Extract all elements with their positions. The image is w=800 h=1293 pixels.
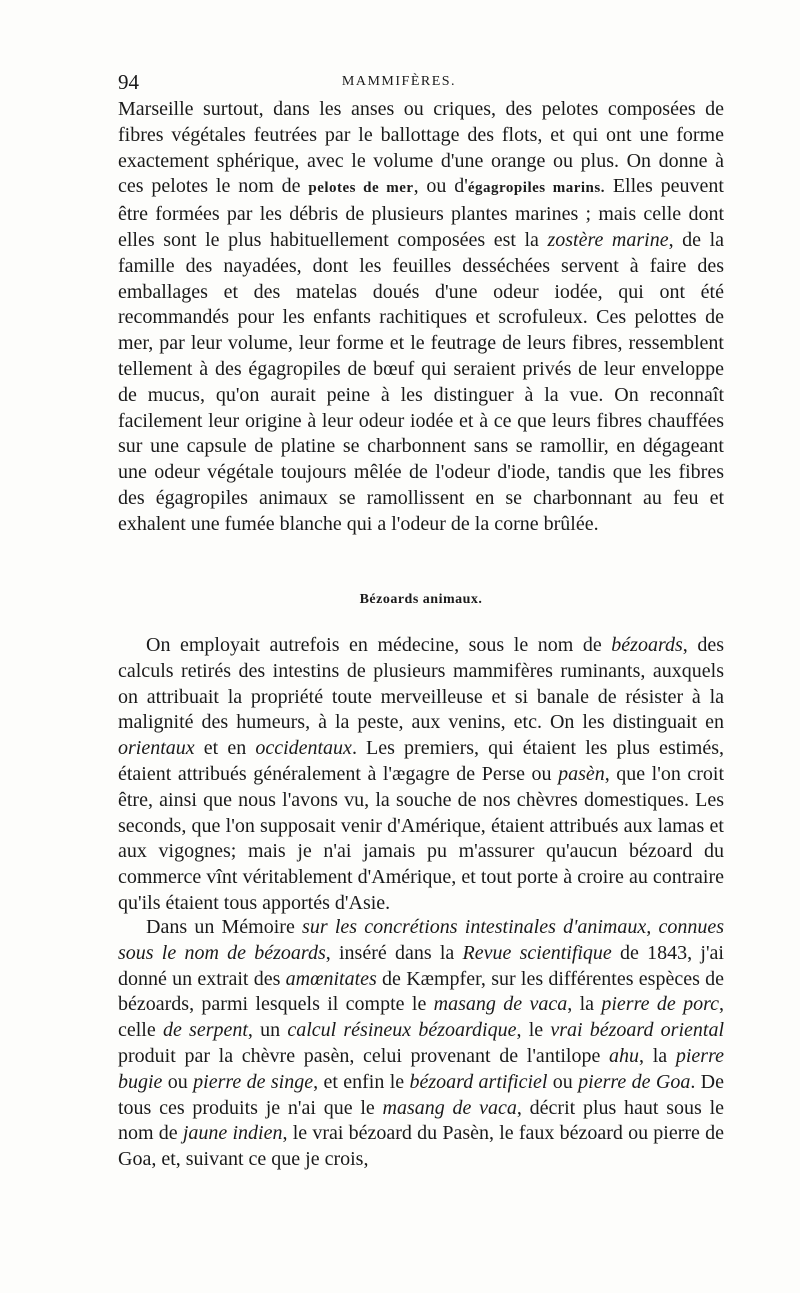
bold-term: pelotes de mer bbox=[308, 180, 414, 197]
italic-term: occidentaux bbox=[255, 737, 352, 760]
italic-term: pierre bugie bbox=[118, 1044, 724, 1093]
text-run: Elles peuvent être formées par les débris de plusieurs plantes marines ; mais celle dont elles sont le plus habituellement composées est la bbox=[118, 175, 724, 251]
text-run: Marseille surtout, dans les anses ou criques, des pelotes composées de fibres végétales feutrées par le ballottage des flots, et qui ont une forme exactement sphérique, avec le volume d'une orange ou plus. On donne à ces pelotes le nom de bbox=[118, 98, 724, 198]
section-heading: Bézoards animaux. bbox=[359, 592, 483, 607]
italic-term: zostère marine bbox=[547, 228, 669, 251]
text-run: , ou d' bbox=[413, 175, 468, 198]
paragraph-bezoards-history bbox=[118, 633, 724, 917]
italic-term: ahu bbox=[609, 1044, 640, 1067]
text-run: , celle bbox=[118, 993, 725, 1042]
italic-term: masang de vaca bbox=[433, 993, 568, 1016]
text-run: On employait autrefois en médecine, sous le nom de bbox=[146, 634, 612, 656]
paragraph-memoire bbox=[118, 915, 724, 1173]
text-run: , la bbox=[639, 1044, 676, 1067]
italic-term: bézoards bbox=[611, 634, 683, 656]
page-header bbox=[118, 70, 680, 100]
italic-term: masang de vaca bbox=[382, 1096, 517, 1119]
text-run: produit par la chèvre pasèn, celui provenant de l'antilope bbox=[118, 1044, 610, 1067]
text-run: . Les premiers, qui étaient les plus estimés, étaient attribués généralement à l'ægagre de Perse ou bbox=[118, 737, 724, 785]
text-run: , inséré dans la bbox=[325, 941, 463, 964]
running-head: MAMMIFÈRES. bbox=[341, 74, 457, 89]
italic-term: orientaux bbox=[118, 737, 195, 760]
text-run: , de la famille des nayadées, dont les feuilles desséchées servent à faire des emballages et des matelas doués d'une odeur iodée, qui ont été recommandés pour les enfants rachitiques et scrofuleux. Ces pelottes de mer, par leur volume, leur forme et le feutrage de leurs fibres, ressemblent tellement à des égagropiles de bœuf qui seraient privés de leur enveloppe de mucus, qu'on aurait peine à les distinguer à la vue. On reconnaît facilement leur origine à leur odeur iodée et à ce que leurs fibres chauffées sur une capsule de platine se charbonnent sans se ramollir, en dégageant une odeur végétale toujours mêlée de l'odeur d'iode, tandis que les fibres des égagropiles animaux se ramollissent en se charbonnant au feu et exhalent une fumée blanche qui a l'odeur de la corne brûlée. bbox=[118, 228, 725, 535]
text-run: , le vrai bézoard du Pasèn, le faux bézoard ou pierre de Goa, et, suivant ce que je crois, bbox=[118, 1122, 725, 1171]
text-run: de 1843, j'ai donné un extrait des bbox=[118, 941, 724, 990]
text-run: , et enfin le bbox=[313, 1070, 410, 1093]
text-run: et en bbox=[194, 737, 256, 760]
italic-term: vrai bézoard oriental bbox=[550, 1019, 724, 1042]
italic-term: jaune indien bbox=[182, 1122, 283, 1145]
text-run: , décrit plus haut sous le nom de bbox=[118, 1096, 724, 1145]
italic-term: Revue scientifique bbox=[462, 941, 612, 964]
text-run: , que l'on croit être, ainsi que nous l'avons vu, la souche de nos chèvres domestiques. Les seconds, que l'on supposait venir d'Amérique, étaient attribués aux lamas et aux vigognes; mais je n'ai jamais pu m'assurer qu'aucun bézoard du commerce vînt véritablement d'Amérique, et tout porte à croire au contraire qu'ils étaient tous apportés d'Asie. bbox=[118, 762, 725, 914]
text-run: de Kæmpfer, sur les différentes espèces de bézoards, parmi lesquels il compte le bbox=[118, 967, 724, 1016]
italic-term: pierre de porc bbox=[601, 993, 720, 1016]
italic-term: pierre de Goa bbox=[578, 1070, 691, 1093]
text-run: , le bbox=[516, 1019, 551, 1042]
text-run: , la bbox=[567, 993, 602, 1016]
page-number: 94 bbox=[118, 70, 139, 94]
italic-term: calcul résineux bézoardique bbox=[287, 1019, 517, 1042]
text-run: , des calculs retirés des intestins de plusieurs mammifères ruminants, auxquels on attribuait la propriété toute merveilleuse et si banale de résister à la malignité des humeurs, à la peste, aux venins, etc. On les distinguait en bbox=[118, 634, 724, 734]
text-run: , un bbox=[247, 1019, 288, 1042]
italic-term: sur les concrétions intestinales d'animaux, connues sous le nom de bézoards bbox=[118, 916, 724, 964]
text-run: ou bbox=[547, 1070, 579, 1093]
paragraph-pelotes-de-mer bbox=[118, 97, 724, 538]
text-run: Dans un Mémoire bbox=[146, 916, 303, 938]
italic-term: amœnitates bbox=[285, 967, 377, 990]
text-run: . De tous ces produits je n'ai que le bbox=[118, 1070, 725, 1119]
italic-term: de serpent bbox=[162, 1019, 248, 1042]
text-run: ou bbox=[162, 1070, 194, 1093]
bold-term: égagropiles marins. bbox=[467, 180, 605, 197]
italic-term: bézoard artificiel bbox=[409, 1070, 548, 1093]
italic-term: pierre de singe bbox=[193, 1070, 314, 1093]
italic-term: pasèn bbox=[558, 762, 605, 785]
